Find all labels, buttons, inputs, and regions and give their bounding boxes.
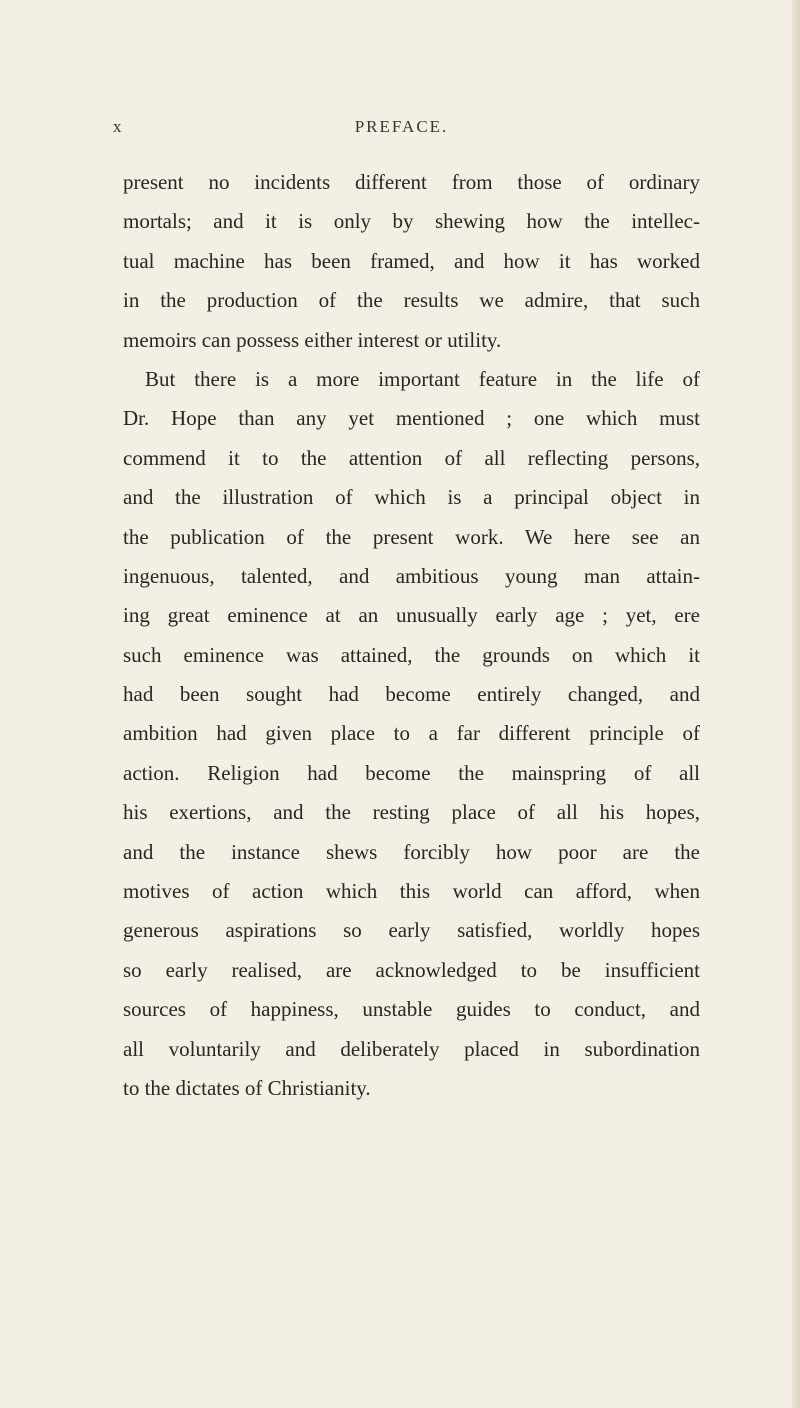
body-text	[123, 163, 700, 1108]
text-line: his exertions, and the resting place of all his hopes,	[123, 800, 700, 825]
page-edge	[792, 0, 800, 1408]
page-header	[113, 117, 690, 147]
text-line: But there is a more important feature in the life of	[145, 366, 700, 391]
text-line: to the dictates of Christianity.	[123, 1075, 371, 1100]
text-line: sources of happiness, unstable guides to conduct, and	[123, 997, 700, 1022]
text-line: so early realised, are acknowledged to be insufficient	[123, 957, 700, 982]
text-line: and the instance shews forcibly how poor are the	[123, 839, 700, 864]
text-line: ingenuous, talented, and ambitious young man attain-	[123, 563, 700, 588]
text-line: action. Religion had become the mainspring of all	[123, 760, 700, 785]
text-line: present no incidents different from those of ordinary	[123, 170, 700, 194]
text-line: Dr. Hope than any yet mentioned ; one which must	[123, 406, 700, 431]
text-line: ambition had given place to a far different principle of	[123, 721, 700, 746]
text-line: generous aspirations so early satisfied, worldly hopes	[123, 918, 700, 943]
text-line: commend it to the attention of all reflecting persons,	[123, 445, 700, 470]
text-line: such eminence was attained, the grounds on which it	[123, 642, 700, 667]
text-line: motives of action which this world can afford, when	[123, 879, 700, 904]
text-line: ing great eminence at an unusually early age ; yet, ere	[123, 603, 700, 628]
page-number: x	[113, 117, 123, 136]
text-line: tual machine has been framed, and how it has worked	[123, 248, 700, 273]
text-line: all voluntarily and deliberately placed in subordination	[123, 1036, 700, 1061]
text-line: had been sought had become entirely changed, and	[123, 682, 700, 707]
text-line: and the illustration of which is a principal object in	[123, 485, 700, 510]
text-line: memoirs can possess either interest or utility.	[123, 327, 502, 352]
text-line: the publication of the present work. We here see an	[123, 524, 700, 549]
text-line: mortals; and it is only by shewing how the intellec-	[123, 209, 700, 234]
running-head: PREFACE.	[354, 117, 449, 136]
text-line: in the production of the results we admire, that such	[123, 288, 700, 313]
